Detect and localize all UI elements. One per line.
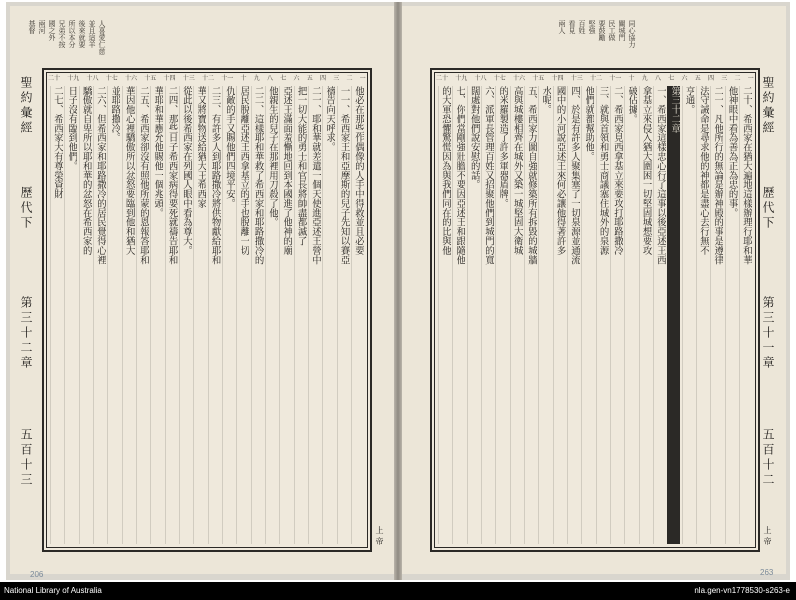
column-number: 十八 (474, 75, 487, 82)
column-numbers (436, 73, 754, 83)
text-column: 他們就都幫助他。 (581, 86, 594, 544)
column-number: 十四 (551, 75, 564, 82)
text-column: 並耶路撒冷。 (107, 86, 120, 544)
text-column: 拿基立來侵入猶大圍困一切堅固城想要攻 (639, 86, 652, 544)
text-column: 的米羅製造了許多軍器盾牌。 (495, 86, 508, 544)
book-title: 聖約彙經 (19, 76, 33, 136)
open-book (6, 2, 790, 580)
headnote: 兩人 (558, 20, 566, 34)
book-volume: 歷代下 (19, 186, 33, 231)
column-number: 三 (721, 75, 728, 82)
column-number: 十九 (67, 75, 80, 82)
page-number: 五百十二 (761, 428, 775, 488)
book-volume: 歷代下 (761, 186, 775, 231)
headnote: 並且這羊 (88, 20, 96, 48)
pencil-mark-left: 206 (30, 570, 44, 579)
text-column: 華又將寶物送給猶大王希西家 (193, 86, 206, 544)
edge-note: 上帝 (763, 526, 772, 548)
footer-source: National Library of Australia (4, 586, 102, 595)
text-column: 驕傲就自卑所以耶和華的忿怒在希西家的 (79, 86, 92, 544)
column-number: 四 (708, 75, 715, 82)
column-number: 九 (641, 75, 648, 82)
chapter-label: 第三十一章 (761, 296, 775, 371)
column-number: 十八 (86, 75, 99, 82)
headnote: 堅強 (588, 20, 596, 34)
column-number: 十三 (570, 75, 583, 82)
column-number: 十 (240, 75, 247, 82)
column-number: 十二 (202, 75, 215, 82)
column-number: 二 (734, 75, 741, 82)
body-text (438, 86, 752, 544)
right-page (402, 6, 786, 574)
headnote: 人喜愛仁慈 (98, 20, 106, 55)
text-column: 二七、希西家大有尊榮資財 (50, 86, 63, 544)
column-number: 六 (293, 75, 300, 82)
headnote: 所以本分 (68, 20, 76, 48)
column-number: 七 (668, 75, 675, 82)
column-number: 十六 (513, 75, 526, 82)
text-column: 二一、耶和華就差遣一個天使進亞述王營中 (308, 86, 321, 544)
text-column: 二六、但希西家和耶路撒冷的居民覺得心裡 (93, 86, 106, 544)
pencil-mark-right: 263 (760, 568, 774, 577)
text-column: 二三、有許多人到耶路撒冷將供物獻給耶和 (208, 86, 221, 544)
text-column: 一、希西家這樣忠心行了這事以後亞述王西 (653, 86, 666, 544)
edge-note: 上帝 (375, 526, 384, 548)
text-column: 仇敵的手又賜他們四境平安。 (222, 86, 235, 544)
column-number: 十九 (455, 75, 468, 82)
text-column: 亨通。 (682, 86, 695, 544)
headnote: 要鼓勵 (598, 20, 606, 41)
headnote: 後來就要 (78, 20, 86, 48)
text-column: 日子沒有臨到他們。 (64, 86, 77, 544)
column-number: 八 (655, 75, 662, 82)
column-number: 十七 (105, 75, 118, 82)
text-column: 華因他心裡驕傲所以忿怒要臨到他和猶大 (122, 86, 135, 544)
column-number: 七 (280, 75, 287, 82)
text-column: 他必在那些作偶像的人手中得救並且必要 (351, 86, 364, 544)
text-column: 六、派軍長管理百姓又招聚他們到城門的寬 (481, 86, 494, 544)
column-number: 十二 (590, 75, 603, 82)
chapter-heading: 第三十二章 (667, 86, 680, 544)
text-column: 二五、希西家卻沒有照他所蒙的恩報答耶和 (136, 86, 149, 544)
column-number: 十五 (532, 75, 545, 82)
body-text (50, 86, 364, 544)
text-column: 水呢。 (538, 86, 551, 544)
column-number: 一 (359, 75, 366, 82)
text-column: 二二、這樣耶和華救了希西家和耶路撒冷的 (251, 86, 264, 544)
text-column: 闊處對他們說安慰的話。 (467, 86, 480, 544)
column-number: 十三 (182, 75, 195, 82)
column-number: 十七 (493, 75, 506, 82)
headnote: 國之外 (48, 20, 56, 41)
column-number: 十一 (221, 75, 234, 82)
column-number: 八 (267, 75, 274, 82)
column-number: 十 (628, 75, 635, 82)
text-column: 禱告向天呼求。 (322, 86, 335, 544)
text-column: 國中的小河說亞述王來何必讓他得著許多 (553, 86, 566, 544)
text-column: 破佔據。 (624, 86, 637, 544)
text-column: 三、就與首領和勇士商議塞住城外的泉源 (596, 86, 609, 544)
text-column: 法守誡命是尋求他的神都是盡心去行無不 (696, 86, 709, 544)
side-margin (16, 68, 40, 548)
left-page (10, 6, 394, 574)
headnote: 基督 (28, 20, 36, 34)
column-numbers (48, 73, 366, 83)
column-number: 十四 (163, 75, 176, 82)
column-number: 六 (681, 75, 688, 82)
column-number: 九 (253, 75, 260, 82)
headnote: 兩河 (38, 20, 46, 34)
column-number: 五 (694, 75, 701, 82)
book-gutter (394, 2, 402, 580)
text-column: 七、你們當剛強壯膽不要因亞述王和跟隨他 (452, 86, 465, 544)
column-number: 三 (333, 75, 340, 82)
headnote: 關城門 (618, 20, 626, 41)
page-number: 五百十三 (19, 428, 33, 488)
headnote: 同心協力 (628, 20, 636, 48)
text-frame (42, 68, 372, 552)
text-column: 從此以後希西家在列國人眼中看為尊大。 (179, 86, 192, 544)
text-column: 二十、希西家在猶大遍地這樣辦理行耶和華 (739, 86, 752, 544)
headnotes (28, 20, 106, 62)
side-margin (758, 68, 782, 548)
text-column: 的大軍恐懼驚慌因為與我們同在的比與他 (438, 86, 451, 544)
text-column: 亞述王滿面羞慚地回到本國進了他神的廟 (279, 86, 292, 544)
text-column: 華耶和華應允他賜他一個兆頭。 (150, 86, 163, 544)
column-number: 四 (320, 75, 327, 82)
book-title: 聖約彙經 (761, 76, 775, 136)
text-column: 一一、希西家王和亞摩斯的兒子先知以賽亞 (337, 86, 350, 544)
text-column: 四、於是有許多人聚集塞了一切泉源並通流 (567, 86, 580, 544)
text-column: 二四、那些日子希西家病得要死就禱告耶和 (165, 86, 178, 544)
column-number: 十六 (125, 75, 138, 82)
column-number: 二 (346, 75, 353, 82)
text-column: 把一切大能的勇士和官長將帥盡都滅了 (294, 86, 307, 544)
footer-identifier: nla.gen-vn1778530-s263-e (694, 586, 790, 595)
text-column: 五、希西家力圖自強就修築所有拆毀的城牆 (524, 86, 537, 544)
headnotes (558, 20, 636, 62)
text-column: 居民脫離亞述王西拿基立的手也脫離一切 (236, 86, 249, 544)
column-number: 一 (747, 75, 754, 82)
text-column: 他神眼中看為善為正為忠的事。 (725, 86, 738, 544)
column-number: 五 (306, 75, 313, 82)
column-number: 二十 (48, 75, 61, 82)
text-frame (430, 68, 760, 552)
text-column: 他親生的兒子在那裡用刀殺了他。 (265, 86, 278, 544)
headnote: 看見 (568, 20, 576, 34)
chapter-label: 第三十二章 (19, 296, 33, 371)
column-number: 十五 (144, 75, 157, 82)
headnote: 百姓 (578, 20, 586, 34)
headnote: 民工做 (608, 20, 616, 41)
column-number: 二十 (436, 75, 449, 82)
text-column: 二、希西家見西拿基立來要攻打耶路撒冷 (610, 86, 623, 544)
archive-footer (0, 582, 796, 600)
text-column: 高與城樓相齊在城外又築一城堅固大衛城 (510, 86, 523, 544)
text-column: 二一、凡他所行的無論是辦神殿的事是遵律 (710, 86, 723, 544)
headnote: 兄弟不按 (58, 20, 66, 48)
column-number: 十一 (609, 75, 622, 82)
